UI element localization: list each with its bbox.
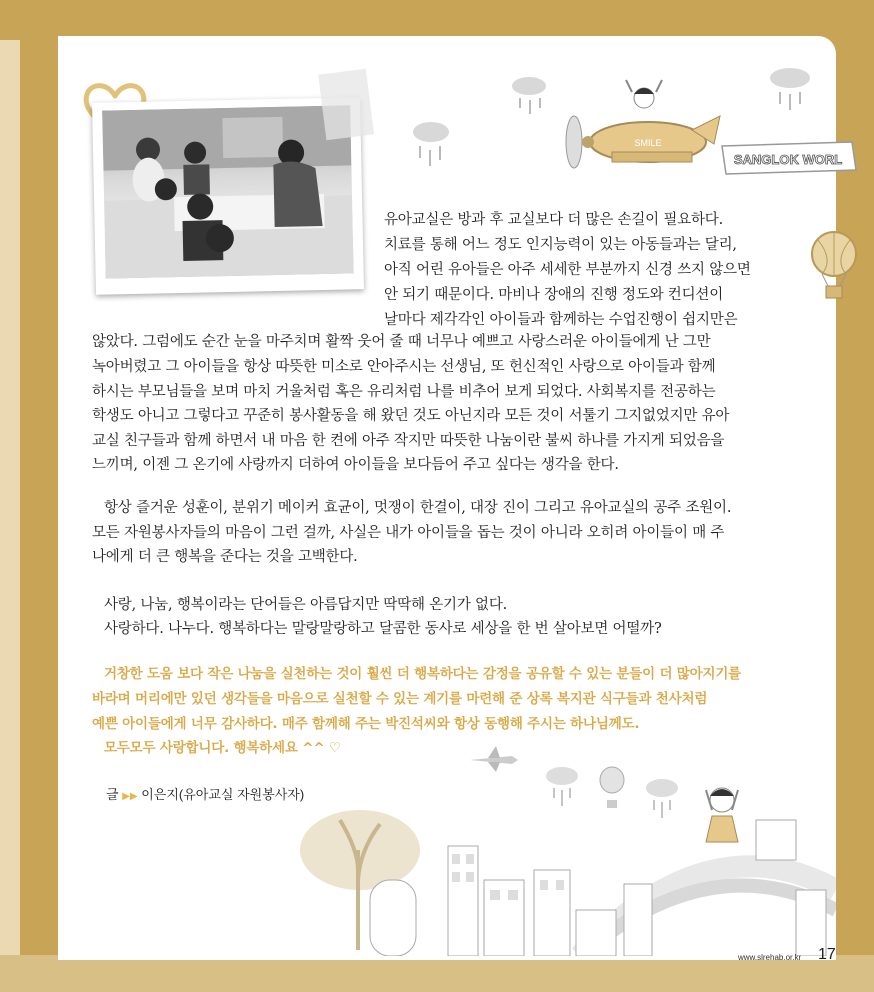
paragraph-line: 사랑하다. 나누다. 행복하다는 말랑말랑하고 달콤한 동사로 세상을 한 번 살아보면 어떨까?: [104, 621, 662, 637]
paragraph-line: 하시는 부모님들을 보며 마치 거울처럼 혹은 유리처럼 나를 비추어 보게 되었다. 사회복지를 전공하는: [92, 384, 716, 400]
logo-text: SANGLOK WORL: [733, 152, 843, 167]
rain-cloud-icon: [508, 74, 550, 124]
byline-affiliation: (유아교실 자원봉사자): [178, 787, 305, 802]
byline-label: 글: [106, 787, 119, 802]
intro-line: 유아교실은 방과 후 교실보다 더 많은 손길이 필요하다.: [384, 212, 724, 228]
town-illustration: [280, 780, 836, 956]
paragraph-line: 녹아버렸고 그 아이들을 항상 따뜻한 미소로 안아주시는 선생님, 또 헌신적인 사랑으로 아이들과 함께: [92, 359, 716, 375]
tape-strip: [318, 69, 374, 140]
small-airplane-icon: [466, 744, 520, 774]
closing-line: 예쁜 아이들에게 너무 감사하다. 매주 함께해 주는 박진석씨와 항상 동행해 주시는 하나님께도.: [92, 716, 640, 732]
paragraph-line: 항상 즐거운 성훈이, 분위기 메이커 효균이, 멋쟁이 한결이, 대장 진이 그리고 유아교실의 공주 조원이.: [104, 500, 732, 516]
intro-line: 안 되기 때문이다. 마비나 장애의 진행 정도와 컨디션이: [384, 287, 724, 303]
closing-line: 거창한 도움 보다 작은 나눔을 실천하는 것이 훨씬 더 행복하다는 감정을 공유할 수 있는 분들이 더 많아지기를: [104, 666, 742, 682]
paragraph-line: 나에게 더 큰 행복을 준다는 것을 고백한다.: [92, 549, 358, 565]
intro-line: 날마다 제각각인 아이들과 함께하는 수업진행이 쉽지만은: [384, 312, 738, 328]
photo-frame: [92, 97, 364, 295]
paragraph-line: 학생도 아니고 그렇다고 꾸준히 봉사활동을 해 왔던 것도 아닌지라 모든 것이 서툴기 그지없었지만 유아: [92, 408, 730, 424]
byline-arrow-icon: ▶▶: [122, 791, 138, 802]
page-number: 17: [818, 946, 836, 963]
paragraph-line: 사랑, 나눔, 행복이라는 단어들은 아름답지만 딱딱해 온기가 없다.: [104, 597, 508, 613]
paragraph-line: 느끼며, 이젠 그 온기에 사랑까지 더하여 아이들을 보다듬어 주고 싶다는 생각을 한다.: [92, 457, 619, 473]
intro-line: 치료를 통해 어느 정도 인지능력이 있는 아동들과는 달리,: [384, 237, 737, 253]
byline-author: 이은지: [141, 787, 179, 802]
classroom-photo: [102, 105, 353, 278]
paragraph-line: 않았다. 그럼에도 순간 눈을 마주치며 활짝 웃어 줄 때 너무나 예쁘고 사랑스러운 아이들에게 난 그만: [92, 334, 711, 350]
footer-url: www.slrehab.or.kr: [738, 953, 802, 962]
byline: [106, 784, 304, 803]
intro-line: 아직 어린 유아들은 아주 세세한 부분까지 신경 쓰지 않으면: [384, 262, 751, 278]
paragraph-line: 모든 자원봉사자들의 마음이 그런 걸까, 사실은 내가 아이들을 돕는 것이 아니라 오히려 아이들이 매 주: [92, 525, 725, 541]
plane-text: SMILE: [634, 138, 662, 148]
rain-cloud-icon: [766, 66, 814, 116]
closing-line: 모두모두 사랑합니다. 행복하세요 ^^ ♡: [104, 740, 341, 756]
hot-air-balloon-icon: [808, 230, 860, 302]
paragraph-line: 교실 친구들과 함께 하면서 내 마음 한 켠에 아주 작지만 따뜻한 나눔이란 불씨 하나를 가지게 되었음을: [92, 433, 725, 449]
closing-line: 바라며 머리에만 있던 생각들을 마음으로 실천할 수 있는 계기를 마련해 준 상록 복지관 식구들과 천사처럼: [92, 691, 708, 707]
airplane-illustration: [552, 70, 722, 180]
left-margin-strip: [0, 40, 20, 960]
rain-cloud-icon: [410, 118, 452, 178]
logo-banner: [718, 140, 860, 176]
